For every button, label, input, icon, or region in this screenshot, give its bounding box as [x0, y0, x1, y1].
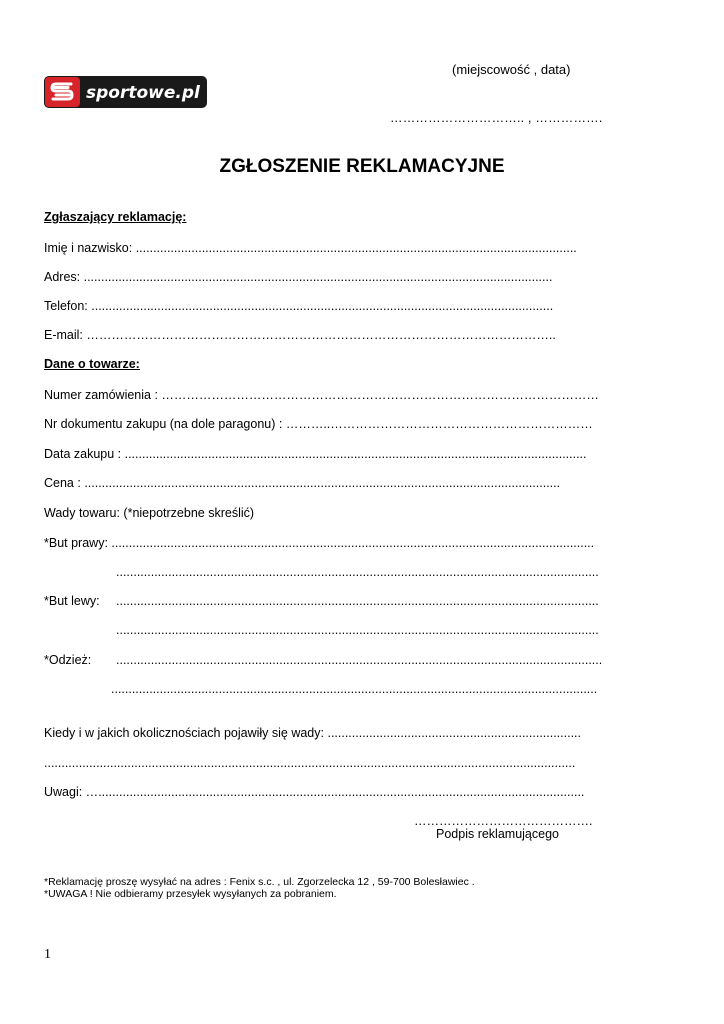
logo-wordmark: sportowe.pl [86, 83, 200, 103]
receipt-number-label: Nr dokumentu zakupu (na dole paragonu) : [44, 417, 286, 431]
price-dots[interactable]: ......................................................................................................................................... [84, 476, 561, 490]
when-dots-line-2[interactable]: ......................................................................................................................................................... [44, 756, 576, 770]
phone-label: Telefon: [44, 299, 92, 313]
shoe-left-dots[interactable]: ........................................................................................................................................... [116, 594, 599, 608]
remarks-label: Uwagi: … [44, 785, 99, 799]
address-label: Adres: [44, 270, 84, 284]
signature-field[interactable]: ……………………………………. [414, 814, 593, 828]
remarks-field-line[interactable] [44, 784, 596, 800]
order-number-field-line[interactable] [44, 387, 614, 403]
remarks-dots[interactable]: ............................................................................................................................................ [98, 785, 585, 799]
receipt-number-dots[interactable]: ………..……………………………………………………… [285, 417, 593, 431]
product-heading: Dane o towarze: [44, 357, 140, 371]
email-field-line[interactable] [44, 327, 614, 343]
price-field-line[interactable] [44, 475, 614, 491]
receipt-number-field-line[interactable] [44, 416, 614, 432]
clothing-label: *Odzież: [44, 653, 92, 667]
page-number: 1 [44, 947, 51, 962]
shoe-right-dots[interactable]: ........................................................................................................................................... [111, 536, 595, 550]
address-field-line[interactable] [44, 269, 614, 285]
shoe-right-dots-line-2[interactable]: ........................................................................................................................................... [116, 565, 599, 579]
defects-label: Wady towaru: (*niepotrzebne skreślić) [44, 506, 255, 520]
purchase-date-dots[interactable]: ..................................................................................................................................... [124, 447, 587, 461]
shoe-right-label: *But prawy: [44, 536, 112, 550]
shoe-left-dots-line-2[interactable]: ........................................................................................................................................... [116, 623, 599, 637]
price-label: Cena : [44, 476, 85, 490]
name-field-line[interactable] [44, 240, 614, 256]
applicant-heading: Zgłaszający reklamację: [44, 210, 187, 224]
purchase-date-field-line[interactable] [44, 446, 614, 462]
when-dots[interactable]: ......................................................................... [327, 726, 581, 740]
document-title: ZGŁOSZENIE REKLAMACYJNE [219, 156, 505, 177]
place-date-caption: (miejscowość , data) [452, 62, 571, 77]
name-dots[interactable]: ............................................................................................................................... [135, 241, 577, 255]
purchase-date-label: Data zakupu : [44, 447, 125, 461]
phone-field-line[interactable] [44, 298, 614, 314]
sportowe-logo [44, 76, 207, 108]
clothing-dots-line-2[interactable]: ............................................................................................................................................ [111, 682, 598, 696]
order-number-dots[interactable]: …………………………………………………………………………………………… [161, 388, 599, 402]
order-number-label: Numer zamówienia : [44, 388, 162, 402]
clothing-dots[interactable]: ............................................................................................................................................ [116, 653, 603, 667]
when-label: Kiedy i w jakich okolicznościach pojawiły się wady: [44, 726, 328, 740]
warning-note: *UWAGA ! Nie odbieramy przesyłek wysyłanych za pobraniem. [44, 888, 337, 900]
email-label: E-mail: [44, 328, 87, 342]
signature-caption: Podpis reklamującego [436, 827, 559, 841]
email-dots[interactable]: ………………………………………………………………………………………………….. [86, 328, 556, 342]
address-dots[interactable]: ....................................................................................................................................... [83, 270, 553, 284]
address-note: *Reklamację proszę wysyłać na adres : Fenix s.c. , ul. Zgorzelecka 12 , 59-700 Bolesławiec . [44, 876, 475, 888]
name-label: Imię i nazwisko: [44, 241, 136, 255]
when-field-line[interactable] [44, 725, 604, 741]
place-date-field[interactable]: ………………………….. , ……………. [390, 111, 603, 125]
shoe-left-label: *But lewy: [44, 594, 100, 608]
phone-dots[interactable]: ..................................................................................................................................... [91, 299, 554, 313]
shoe-right-field-line[interactable] [44, 535, 614, 551]
